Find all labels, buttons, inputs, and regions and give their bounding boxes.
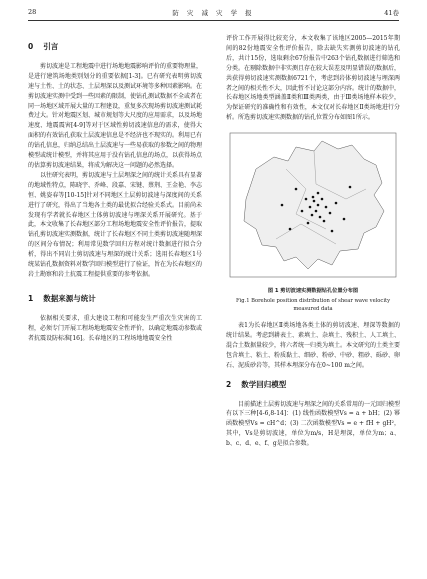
paragraph: 评价工作开展得比较充分，本文收集了该地区2005—2015年期间的82份地震安全性评价报告，除去缺失实测剪切波速的钻孔后，共计15份，选取剩余67份报告中263个钻孔数据进行筛选和分类。在剔除数据中非实测且存在较大误差及明显错误的数据后，共获得剪切波速实测数据6721个，考虑到岩体剪切波速与埋深两者之间的相关性不大，因此暂不讨论这部分内容。统计的数据中，长春地区场地类型涵盖Ⅱ类和Ⅲ类两类，由于Ⅲ类场地样本较少，为保证研究的准确性和有效性，本文仅对长春地区Ⅱ类场地进行分析。所选剪切波速实测数据的钻孔位置分布如图1所示。 [226, 35, 401, 122]
section-title: 数学回归模型 [241, 379, 287, 389]
section-heading-intro [28, 42, 202, 52]
paragraph: 表1为长春地区Ⅱ类场地各类土体的剪切波速、埋深等数据的统计结果。考虑到耕表土、素填土、杂填土、残积土、人工填土、混合土数据量较少，将六者统一归类为填土。本文研究的土类主要包含填土、粘土、粉质黏土、细砂、粉砂、中砂、粗砂、砾砂、卵石、泥质砂岩等，其样本埋深分布在0~100 m之间。 [226, 322, 401, 369]
section-number: 0 [28, 42, 34, 51]
section-heading-regression [226, 380, 400, 390]
paragraph: 依据相关要求，重大建设工程和可能发生严重次生灾害的工程，必须专门开展工程场地地震安全性评价，以确定地震动参数或者抗震设防标准[16]。长春地区的工程场地地震安全性 [28, 314, 203, 342]
paragraph: 剪切波速是工程地震中进行场地地震影响评价的重要物理量，是进行建筑场地类别划分的重要依据[1-3]。已有研究表明剪切波速与土性、土的状态、土层埋深以及测试环境等多种因素影响。在剪切波速实测中受到一些因素的限制，使钻孔测试数据不全或者在同一场地区域开展大量的工程建设，重复多次现场剪切波速测试耗费过大。针对地震区划、城市规划等大尺度的应用需求，以及场地速度、地震震害[4-9]等对于区域性剪切波速信息的需求，使得大面积的有效钻孔获取土层波速信息是不经济也不现实的。利用已有的钻孔信息，归纳总结出土层波速与一些易获取的参数之间的物理模型或统计模型，并将其应用于没有钻孔信息的场点，以获得场点的估算剪切波速结果，将成为解决这一问题的必然选择。 [28, 62, 203, 169]
figure-caption-chinese: 图 1 剪切波速实测数据钻孔位置分布图 [267, 288, 359, 295]
volume-label: 41卷 [384, 9, 399, 17]
page-number: 28 [28, 8, 37, 16]
paragraph: 目前描述土层剪切波速与埋深之间的关系常用的一元回归模型有以下三种[4-6,8-14]：(1) 线性函数模型Vs = a + bH；(2) 幂函数模型Vs = cH^d；(3) 二次函数模型Vs = e + fH + gH²，其中，Vs是剪切波速，单位为m/s，H是埋深，单位为m；a、b、c、d、e、f、g是拟合参数。 [226, 400, 401, 448]
section-title: 引言 [43, 42, 59, 51]
running-header [28, 6, 399, 21]
section-heading-data-source [28, 294, 202, 304]
section-number: 1 [28, 293, 34, 303]
section-title: 数据来源与统计 [43, 293, 96, 303]
right-column [226, 34, 400, 449]
paragraph: 以往研究表明，剪切波速与土层埋深之间的统计关系具有显著的地域性特点，陈晓宇、乔峰、段嘉、宋键、蔡荆、王金艳、李志恒、姚姿春等[10-15]针对不同地区土层剪切波速与深度间的关系进行了研究，得出了当地各土类的最优拟合经验关系式。目前尚未发现有学者就长春地区土体剪切波速与埋深关系开展研究。基于此，本文收集了长春地区部分工程场地地震安全性评价报告，提取钻孔剪切波速实测数据，统计了长春地区不同土类剪切波速随埋深的区间分布情况；利用常见数学回归方程对统计数据进行拟合分析，得出不同岩土剪切波速与埋深的统计关系；选用长春地区1号统某钻孔数据资料对数学回归模型进行了验证，旨在为长春地区的岩土勘察和岩土抗震工程提供重要的参考依据。 [28, 171, 203, 278]
figure-caption-english: Fig.1 Borehole position distribution of shear wave velocity measured data [235, 298, 391, 313]
journal-name: 防 灾 减 灾 学 报 [172, 9, 255, 17]
borehole-map-figure [226, 129, 400, 281]
left-column [28, 34, 202, 343]
section-number: 2 [226, 379, 232, 389]
